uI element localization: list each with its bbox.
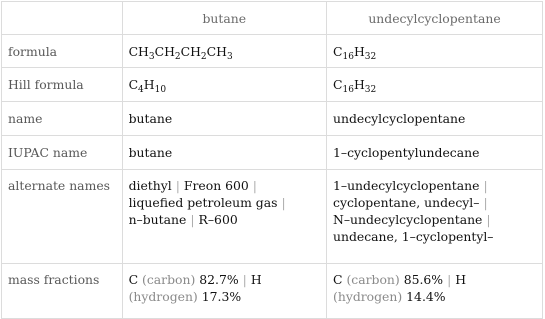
alt-name: liquefied petroleum gas <box>128 195 278 210</box>
alt-name: diethyl <box>128 178 172 193</box>
row-label-iupac-name: IUPAC name <box>2 136 123 170</box>
hill-formula-butane: $C_4H_{10}$ <box>122 68 326 102</box>
alt-name: cyclopentane, undecyl– <box>333 195 480 210</box>
formula-butane: $CH_3CH_2CH_2CH_3$ <box>122 35 326 68</box>
row-label-alternate-names: alternate names <box>2 170 123 264</box>
hill-formula-undecylcyclopentane: $C_{16}H_{32}$ <box>327 68 543 102</box>
alt-name: undecane, 1–cyclopentyl– <box>333 229 494 244</box>
row-mass-fractions <box>2 264 543 319</box>
corner-cell <box>2 2 123 35</box>
row-label-formula: formula <box>2 35 123 68</box>
row-iupac-name <box>2 136 543 170</box>
alt-name: n–butane <box>128 212 187 227</box>
formula-undecylcyclopentane: $C_{16}H_{32}$ <box>327 35 543 68</box>
alternate-names-undecylcyclopentane: 1–undecylcyclopentane | cyclopentane, undecyl– | N–undecylcyclopentane | undecane, 1–cyclopentyl– <box>327 170 543 264</box>
name-butane: butane <box>122 102 326 136</box>
row-formula <box>2 35 543 68</box>
alt-name: Freon 600 <box>183 178 249 193</box>
iupac-name-undecylcyclopentane: 1–cyclopentylundecane <box>327 136 543 170</box>
mass-fractions-butane: C (carbon) 82.7% | H (hydrogen) 17.3% <box>122 264 326 319</box>
name-undecylcyclopentane: undecylcyclopentane <box>327 102 543 136</box>
row-label-hill-formula: Hill formula <box>2 68 123 102</box>
row-label-mass-fractions: mass fractions <box>2 264 123 319</box>
row-label-name: name <box>2 102 123 136</box>
row-alternate-names <box>2 170 543 264</box>
mass-fractions-undecylcyclopentane: C (carbon) 85.6% | H (hydrogen) 14.4% <box>327 264 543 319</box>
header-row <box>2 2 543 35</box>
alternate-names-butane: diethyl | Freon 600 | liquefied petroleum gas | n–butane | R–600 <box>122 170 326 264</box>
alt-name: R–600 <box>198 212 238 227</box>
alt-name: 1–undecylcyclopentane <box>333 178 480 193</box>
row-hill-formula <box>2 68 543 102</box>
column-header-butane: butane <box>122 2 326 35</box>
iupac-name-butane: butane <box>122 136 326 170</box>
comparison-table <box>1 1 543 319</box>
row-name <box>2 102 543 136</box>
alt-name: N–undecylcyclopentane <box>333 212 483 227</box>
column-header-undecylcyclopentane: undecylcyclopentane <box>327 2 543 35</box>
